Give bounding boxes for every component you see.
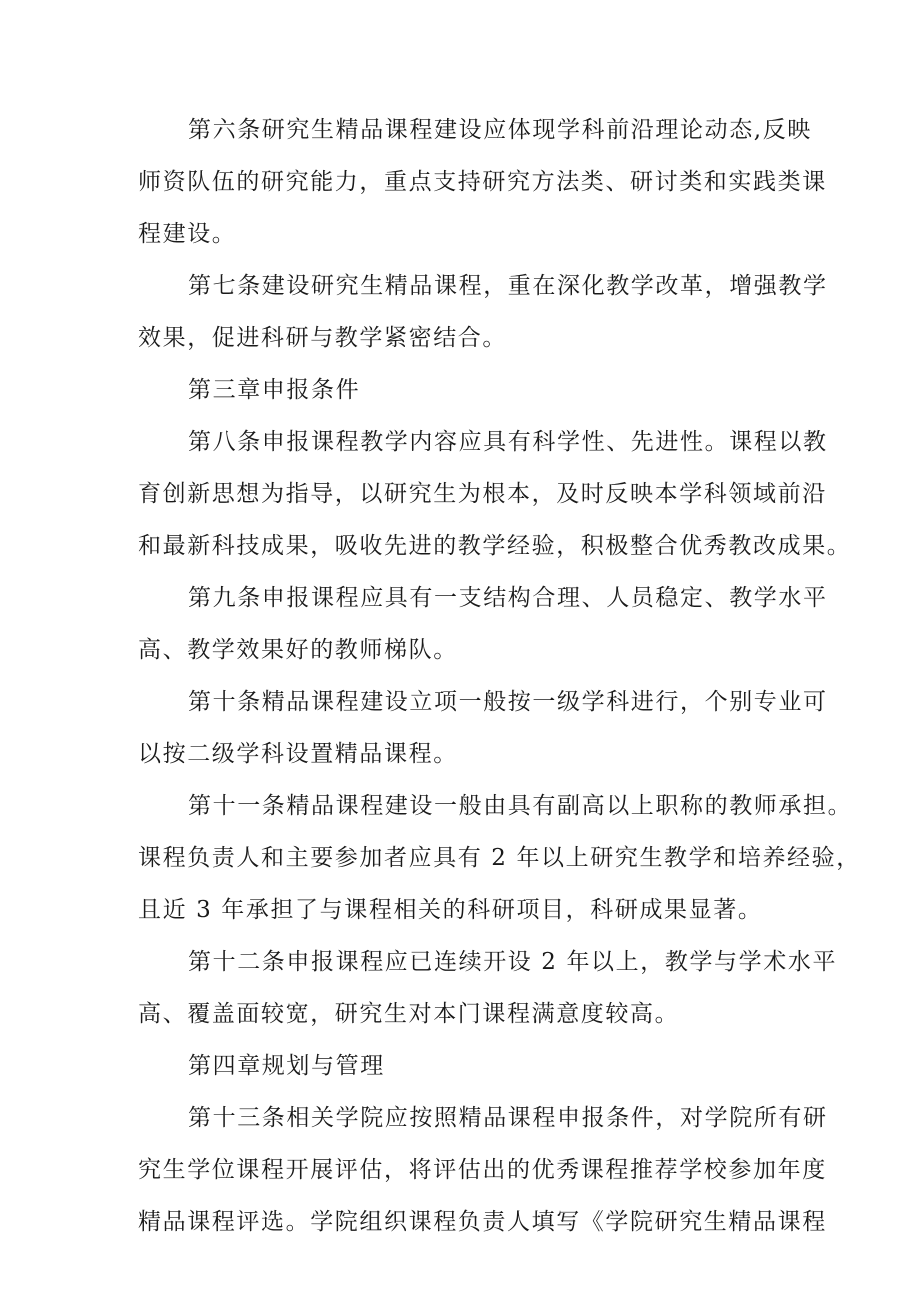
text-line: 师资队伍的研究能力，重点支持研究方法类、研讨类和实践类课 <box>138 169 827 195</box>
text-line: 第九条申报课程应具有一支结构合理、人员稳定、教学水平 <box>188 585 828 611</box>
text-line: 课程负责人和主要参加者应具有 2 年以上研究生教学和培养经验， <box>138 845 861 871</box>
paragraph-article-7 <box>138 260 828 364</box>
text-line: 程建设。 <box>138 221 237 247</box>
text-line: 高、教学效果好的教师梯队。 <box>138 637 458 663</box>
heading-line: 第四章规划与管理 <box>188 1053 385 1079</box>
chapter-heading-4 <box>138 1040 798 1092</box>
text-line: 效果，促进科研与教学紧密结合。 <box>138 325 507 351</box>
paragraph-article-13 <box>138 1092 828 1248</box>
document-body <box>138 104 861 1248</box>
text-line: 第十三条相关学院应按照精品课程申报条件，对学院所有研 <box>188 1105 828 1131</box>
text-line: 第七条建设研究生精品课程，重在深化教学改革，增强教学 <box>188 273 828 299</box>
text-line: 第六条研究生精品课程建设应体现学科前沿理论动态,反映 <box>188 117 812 143</box>
text-line: 且近 3 年承担了与课程相关的科研项目，科研成果显著。 <box>138 897 763 923</box>
paragraph-article-8 <box>138 416 852 572</box>
text-line: 以按二级学科设置精品课程。 <box>138 741 458 767</box>
text-line: 第八条申报课程教学内容应具有科学性、先进性。课程以教 <box>188 429 828 455</box>
chapter-heading-3 <box>138 364 798 416</box>
text-line: 和最新科技成果，吸收先进的教学经验，积极整合优秀教改成果。 <box>138 533 852 559</box>
text-line: 第十一条精品课程建设一般由具有副高以上职称的教师承担。 <box>188 793 853 819</box>
heading-line: 第三章申报条件 <box>188 377 361 403</box>
text-line: 精品课程评选。学院组织课程负责人填写《学院研究生精品课程 <box>138 1209 827 1235</box>
paragraph-article-11 <box>138 780 861 936</box>
paragraph-article-10 <box>138 676 828 780</box>
paragraph-article-9 <box>138 572 828 676</box>
text-line: 高、覆盖面较宽，研究生对本门课程满意度较高。 <box>138 1001 680 1027</box>
text-line: 第十条精品课程建设立项一般按一级学科进行，个别专业可 <box>188 689 828 715</box>
paragraph-article-6 <box>138 104 827 260</box>
text-line: 育创新思想为指导，以研究生为根本，及时反映本学科领域前沿 <box>138 481 827 507</box>
paragraph-article-12 <box>138 936 838 1040</box>
text-line: 究生学位课程开展评估，将评估出的优秀课程推荐学校参加年度 <box>138 1157 827 1183</box>
text-line: 第十二条申报课程应已连续开设 2 年以上，教学与学术水平 <box>188 949 838 975</box>
